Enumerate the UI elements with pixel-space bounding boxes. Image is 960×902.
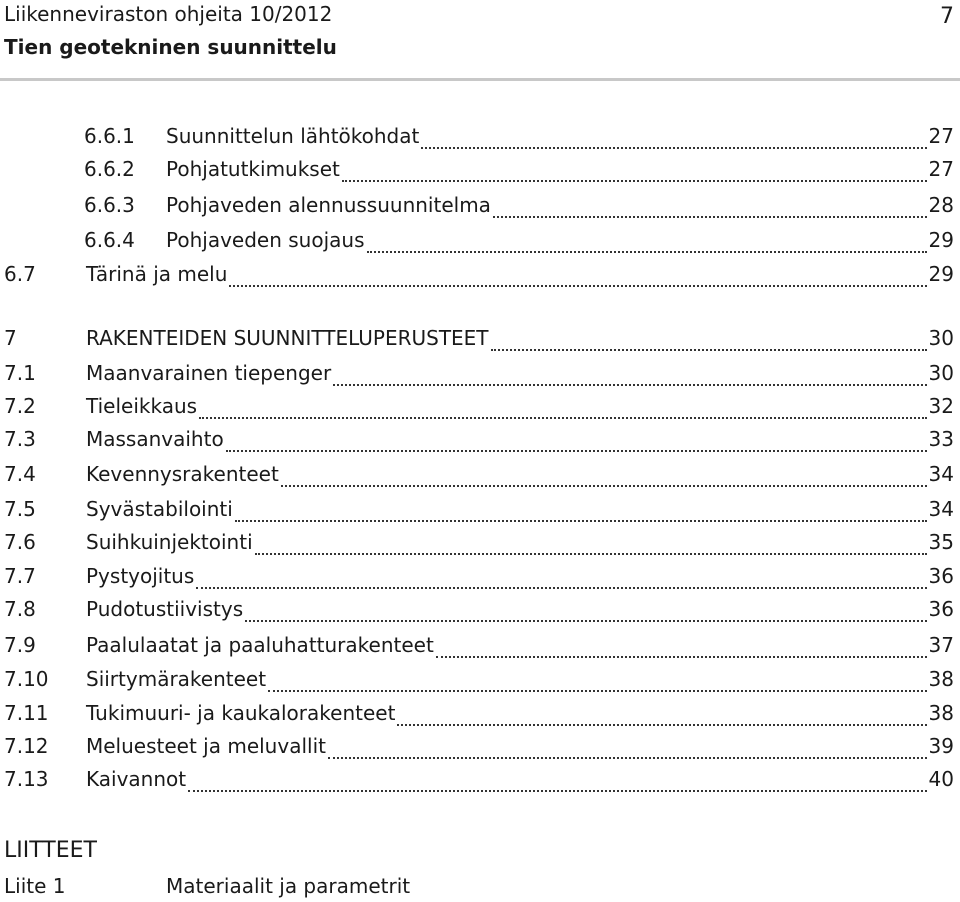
toc-leader-dots: [491, 349, 927, 351]
toc-entry-number: 7.11: [4, 701, 49, 725]
document-title: Tien geotekninen suunnittelu: [4, 35, 337, 59]
toc-entry[interactable]: [4, 361, 954, 391]
toc-entry[interactable]: [4, 394, 954, 424]
toc-entry-number: 7.9: [4, 633, 36, 657]
toc-leader-dots: [342, 180, 927, 182]
toc-entry-page: 30: [928, 326, 954, 350]
toc-entry-page: 30: [928, 361, 954, 385]
toc-leader-dots: [333, 384, 926, 386]
toc-leader-dots: [245, 620, 926, 622]
toc-entry[interactable]: [4, 497, 954, 527]
toc-entry-title: Pohjaveden suojaus: [166, 228, 365, 252]
publication-series: Liikenneviraston ohjeita 10/2012: [4, 2, 333, 26]
toc-entry-page: 36: [928, 597, 954, 621]
toc-entry-title: Siirtymärakenteet: [86, 667, 267, 691]
toc-entry-number: 6.6.3: [84, 193, 135, 217]
toc-entry-page: 40: [928, 767, 954, 791]
appendix-heading: LIITTEET: [4, 838, 97, 863]
toc-entry-page: 32: [928, 394, 954, 418]
toc-entry-page: 27: [928, 157, 954, 181]
toc-leader-dots: [421, 147, 926, 149]
toc-leader-dots: [235, 520, 927, 522]
toc-entry-page: 34: [928, 462, 954, 486]
toc-entry[interactable]: [4, 767, 954, 797]
toc-entry[interactable]: [4, 530, 954, 560]
toc-entry-number: 7.7: [4, 564, 36, 588]
toc-entry-page: 37: [928, 633, 954, 657]
toc-entry[interactable]: [4, 701, 954, 731]
toc-entry-title: Pystyojitus: [86, 564, 195, 588]
toc-leader-dots: [229, 285, 926, 287]
toc-leader-dots: [328, 757, 927, 759]
toc-entry-page: 29: [928, 228, 954, 252]
toc-entry-title: Meluesteet ja meluvallit: [86, 734, 326, 758]
toc-entry-number: 7.2: [4, 394, 36, 418]
toc-entry-number: 6.6.1: [84, 124, 135, 148]
toc-entry-title: Massanvaihto: [86, 427, 224, 451]
toc-leader-dots: [255, 553, 927, 555]
toc-entry-number: 7.1: [4, 361, 36, 385]
toc-entry-page: 29: [928, 262, 954, 286]
toc-entry[interactable]: [84, 193, 954, 223]
toc-entry-title: Pohjaveden alennussuunnitelma: [166, 193, 491, 217]
toc-entry-page: 38: [928, 667, 954, 691]
toc-entry[interactable]: [4, 262, 954, 292]
toc-entry-title: Pudotustiivistys: [86, 597, 244, 621]
toc-leader-dots: [188, 790, 926, 792]
toc-entry[interactable]: [84, 124, 954, 154]
toc-entry[interactable]: [4, 564, 954, 594]
toc-leader-dots: [281, 485, 927, 487]
toc-leader-dots: [397, 724, 926, 726]
toc-entry-title: Maanvarainen tiepenger: [86, 361, 332, 385]
toc-entry-page: 27: [928, 124, 954, 148]
toc-entry-title: Paalulaatat ja paaluhatturakenteet: [86, 633, 434, 657]
toc-entry[interactable]: [4, 667, 954, 697]
toc-entry-number: 7.6: [4, 530, 36, 554]
toc-entry[interactable]: [84, 228, 954, 258]
appendix-title: Materiaalit ja parametrit: [166, 874, 411, 898]
toc-leader-dots: [199, 417, 927, 419]
toc-entry-number: 7: [4, 326, 17, 350]
toc-leader-dots: [436, 656, 927, 658]
toc-entry-page: 36: [928, 564, 954, 588]
toc-entry-number: 7.4: [4, 462, 36, 486]
toc-entry[interactable]: [4, 427, 954, 457]
toc-entry-page: 35: [928, 530, 954, 554]
toc-entry-title: Suunnittelun lähtökohdat: [166, 124, 420, 148]
toc-entry[interactable]: [84, 157, 954, 187]
toc-leader-dots: [367, 251, 927, 253]
toc-entry-number: 7.12: [4, 734, 49, 758]
toc-entry[interactable]: [4, 462, 954, 492]
toc-entry[interactable]: [4, 734, 954, 764]
toc-leader-dots: [196, 587, 926, 589]
toc-entry-page: 38: [928, 701, 954, 725]
toc-entry-title: Tukimuuri- ja kaukalorakenteet: [86, 701, 396, 725]
toc-entry-title: Tärinä ja melu: [86, 262, 228, 286]
toc-entry-number: 6.6.2: [84, 157, 135, 181]
appendix-number: Liite 1: [4, 874, 66, 898]
toc-chapter-entry[interactable]: [4, 326, 954, 356]
toc-entry-number: 7.5: [4, 497, 36, 521]
toc-leader-dots: [268, 690, 926, 692]
toc-entry-number: 7.13: [4, 767, 49, 791]
toc-entry-title: RAKENTEIDEN SUUNNITTELUPERUSTEET: [86, 326, 489, 350]
toc-entry[interactable]: [4, 633, 954, 663]
toc-entry-page: 28: [928, 193, 954, 217]
toc-leader-dots: [493, 216, 927, 218]
toc-entry-number: 7.8: [4, 597, 36, 621]
toc-entry[interactable]: [4, 597, 954, 627]
toc-entry-title: Kevennysrakenteet: [86, 462, 279, 486]
toc-entry-title: Syvästabilointi: [86, 497, 233, 521]
appendix-entry[interactable]: [4, 874, 410, 898]
page-number: 7: [940, 4, 954, 29]
toc-leader-dots: [226, 450, 927, 452]
toc-entry-number: 7.10: [4, 667, 49, 691]
toc-entry-page: 33: [928, 427, 954, 451]
toc-entry-title: Kaivannot: [86, 767, 187, 791]
toc-entry-page: 34: [928, 497, 954, 521]
toc-entry-number: 6.6.4: [84, 228, 135, 252]
toc-entry-title: Pohjatutkimukset: [166, 157, 340, 181]
toc-entry-title: Suihkuinjektointi: [86, 530, 253, 554]
toc-entry-number: 6.7: [4, 262, 36, 286]
toc-entry-title: Tieleikkaus: [86, 394, 198, 418]
toc-entry-page: 39: [928, 734, 954, 758]
header-divider: [0, 78, 960, 81]
toc-entry-number: 7.3: [4, 427, 36, 451]
